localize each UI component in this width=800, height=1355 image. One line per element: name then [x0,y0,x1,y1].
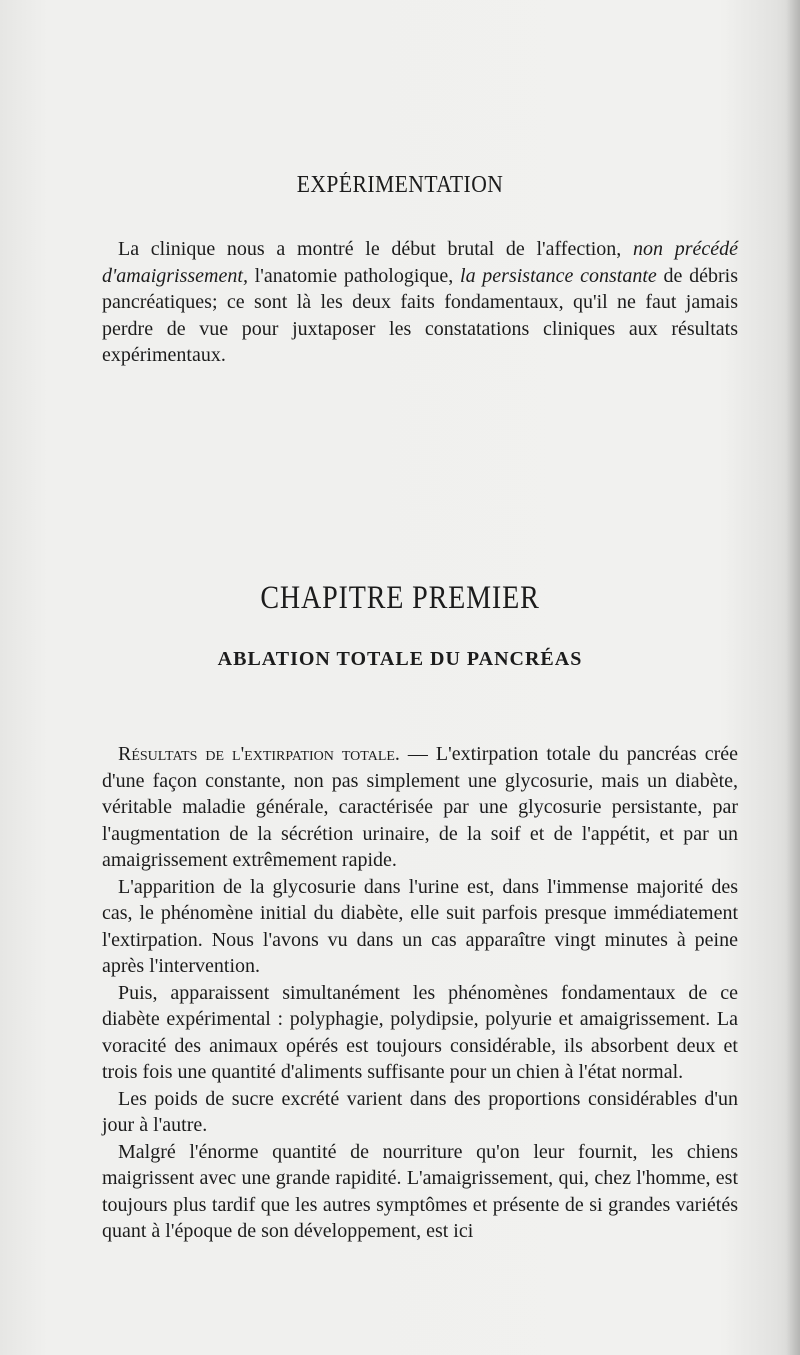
paragraph-1-text: — L'extirpation totale du pancréas crée d'une façon constante, non pas simplement une glycosurie, mais un diabète, véritable maladie générale, caractérisée par une glycosurie persistante, par l'augmentation de la sécrétion urinaire, de la soif et de l'appétit, et par un amaigrissement extrêmement rapide. [102,743,738,871]
chapter-title: CHAPITRE PREMIER [260,580,540,616]
intro-text [102,236,738,369]
page-edge-shadow [786,0,800,1355]
intro-emphasis-2: la persistance constante [460,264,657,287]
paragraph-2: L'apparition de la glycosurie dans l'urine est, dans l'immense majorité des cas, le phénomène initial du diabète, elle suit parfois presque immédiatement l'extirpation. Nous l'avons vu dans un cas apparaître vingt minutes à peine après l'intervention. [102,875,738,977]
intro-text-part-2: l'anatomie pathologique, [247,264,461,287]
chapter-subtitle: ABLATION TOTALE DU PANCRÉAS [217,648,583,670]
intro-text-part-3: de débris pancréatiques; ce sont là les deux faits fondamentaux, qu'il ne faut jamais perdre de vue pour juxtaposer les constatations cliniques aux résultats expérimentaux. [102,264,738,366]
intro-emphasis-1: non précédé d'amaigrissement, [102,238,738,287]
paragraph-3: Puis, apparaissent simultanément les phénomènes fondamentaux de ce diabète expérimental : polyphagie, polydipsie, polyurie et amaigrissement. La voracité des animaux opérés est toujours considérable, ils absorbent deux et trois fois une quantité d'aliments suffisante pour un chien à l'état normal. [102,981,738,1083]
paragraph-4: Les poids de sucre excrété varient dans des proportions considérables d'un jour à l'autre. [102,1087,738,1136]
paragraph-5: Malgré l'énorme quantité de nourriture qu'on leur fournit, les chiens maigrissent avec une grande rapidité. L'amaigrissement, qui, chez l'homme, est toujours plus tardif que les autres symptômes et présente de si grandes variétés quant à l'époque de son développement, est ici [102,1140,738,1242]
intro-text-part-1: La clinique nous a montré le début brutal de l'affection, [118,238,634,260]
chapter-body [102,741,738,1245]
intro-paragraph [102,236,738,369]
paragraph-1 [102,741,738,874]
paragraph-heading: Résultats de l'extirpation totale. [118,743,400,765]
section-title: EXPÉRIMENTATION [296,172,504,198]
